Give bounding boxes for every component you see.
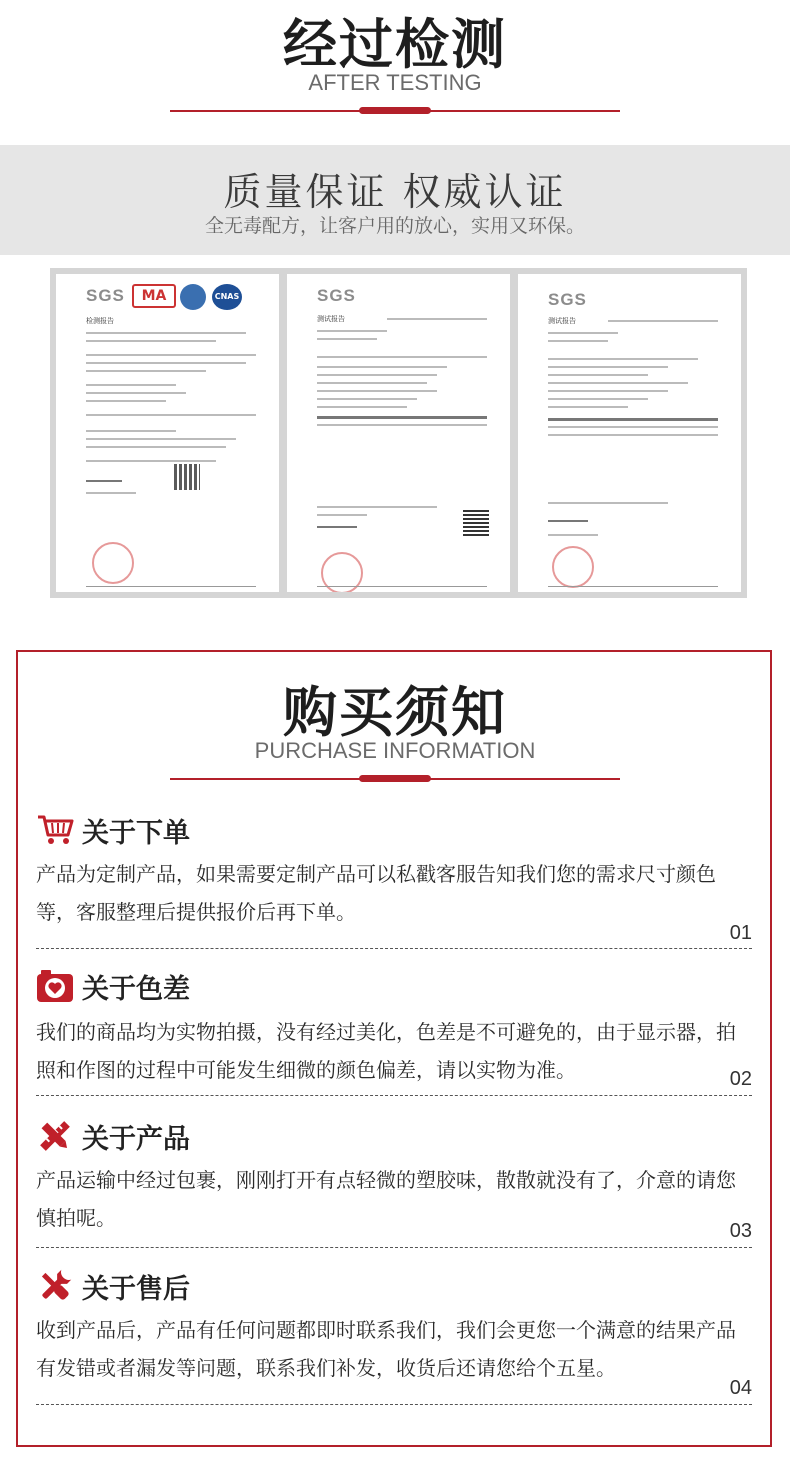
certificate-heading: 检测报告 xyxy=(86,317,114,325)
certificate-heading: 测试报告 xyxy=(548,317,576,325)
section-number: 04 xyxy=(729,1377,752,1399)
section-heading: 关于下单 xyxy=(82,817,190,849)
certificate-1 xyxy=(56,274,279,592)
section-heading: 关于产品 xyxy=(82,1123,190,1155)
section-number: 01 xyxy=(729,922,752,944)
banner-title: 质量保证 权威认证 xyxy=(223,170,567,214)
certificate-3 xyxy=(518,274,741,592)
certificate-heading: 测试报告 xyxy=(317,315,345,323)
qr-code-icon xyxy=(174,464,200,490)
seal-stamp-icon xyxy=(552,546,594,588)
purchase-title: 购买须知 xyxy=(283,681,507,744)
qr-code-icon xyxy=(463,510,489,536)
purchase-divider-accent xyxy=(359,775,431,782)
section-text: 产品为定制产品，如果需要定制产品可以私戳客服告知我们您的需求尺寸颜色等，客服整理后提供报价后再下单。 xyxy=(36,862,716,924)
pencil-ruler-icon xyxy=(36,1117,74,1155)
section-product-header xyxy=(36,1116,190,1156)
testing-divider-accent xyxy=(359,107,431,114)
cnas-mark: CNAS xyxy=(212,284,242,310)
sgs-logo: SGS xyxy=(548,290,587,309)
certificate-2 xyxy=(287,274,510,592)
sgs-logo: SGS xyxy=(86,286,125,305)
shopping-cart-icon xyxy=(36,811,74,849)
certificates-gallery xyxy=(50,268,747,598)
testing-title: 经过检测 xyxy=(283,13,507,76)
section-number: 03 xyxy=(729,1220,752,1242)
section-text: 产品运输中经过包裹，刚刚打开有点轻微的塑胶味，散散就没有了，介意的请您慎拍呢。 xyxy=(36,1168,736,1230)
section-divider xyxy=(36,948,752,949)
section-heading: 关于售后 xyxy=(82,1273,190,1305)
section-number: 02 xyxy=(729,1068,752,1090)
testing-subtitle: AFTER TESTING xyxy=(308,70,482,95)
camera-heart-icon xyxy=(36,967,74,1005)
section-ordering-header xyxy=(36,810,190,850)
section-divider xyxy=(36,1247,752,1248)
section-divider xyxy=(36,1404,752,1405)
section-text: 我们的商品均为实物拍摄，没有经过美化，色差是不可避免的，由于显示器，拍照和作图的过程中可能发生细微的颜色偏差，请以实物为准。 xyxy=(36,1020,736,1082)
cma-mark: MA xyxy=(132,284,176,308)
section-divider xyxy=(36,1095,752,1096)
purchase-subtitle: PURCHASE INFORMATION xyxy=(254,738,536,763)
section-color-header xyxy=(36,966,190,1006)
section-text: 收到产品后，产品有任何问题都即时联系我们，我们会更您一个满意的结果产品有发错或者漏发等问题，联系我们补发，收货后还请您给个五星。 xyxy=(36,1318,736,1380)
section-heading: 关于色差 xyxy=(82,973,190,1005)
wrench-screwdriver-icon xyxy=(36,1267,74,1305)
quality-banner xyxy=(0,145,790,255)
banner-subtitle: 全无毒配方，让客户用的放心，实用又环保。 xyxy=(204,215,585,237)
seal-stamp-icon xyxy=(92,542,134,584)
section-aftersales-header xyxy=(36,1266,190,1306)
ilac-mra-icon xyxy=(180,284,206,310)
sgs-logo: SGS xyxy=(317,286,356,305)
